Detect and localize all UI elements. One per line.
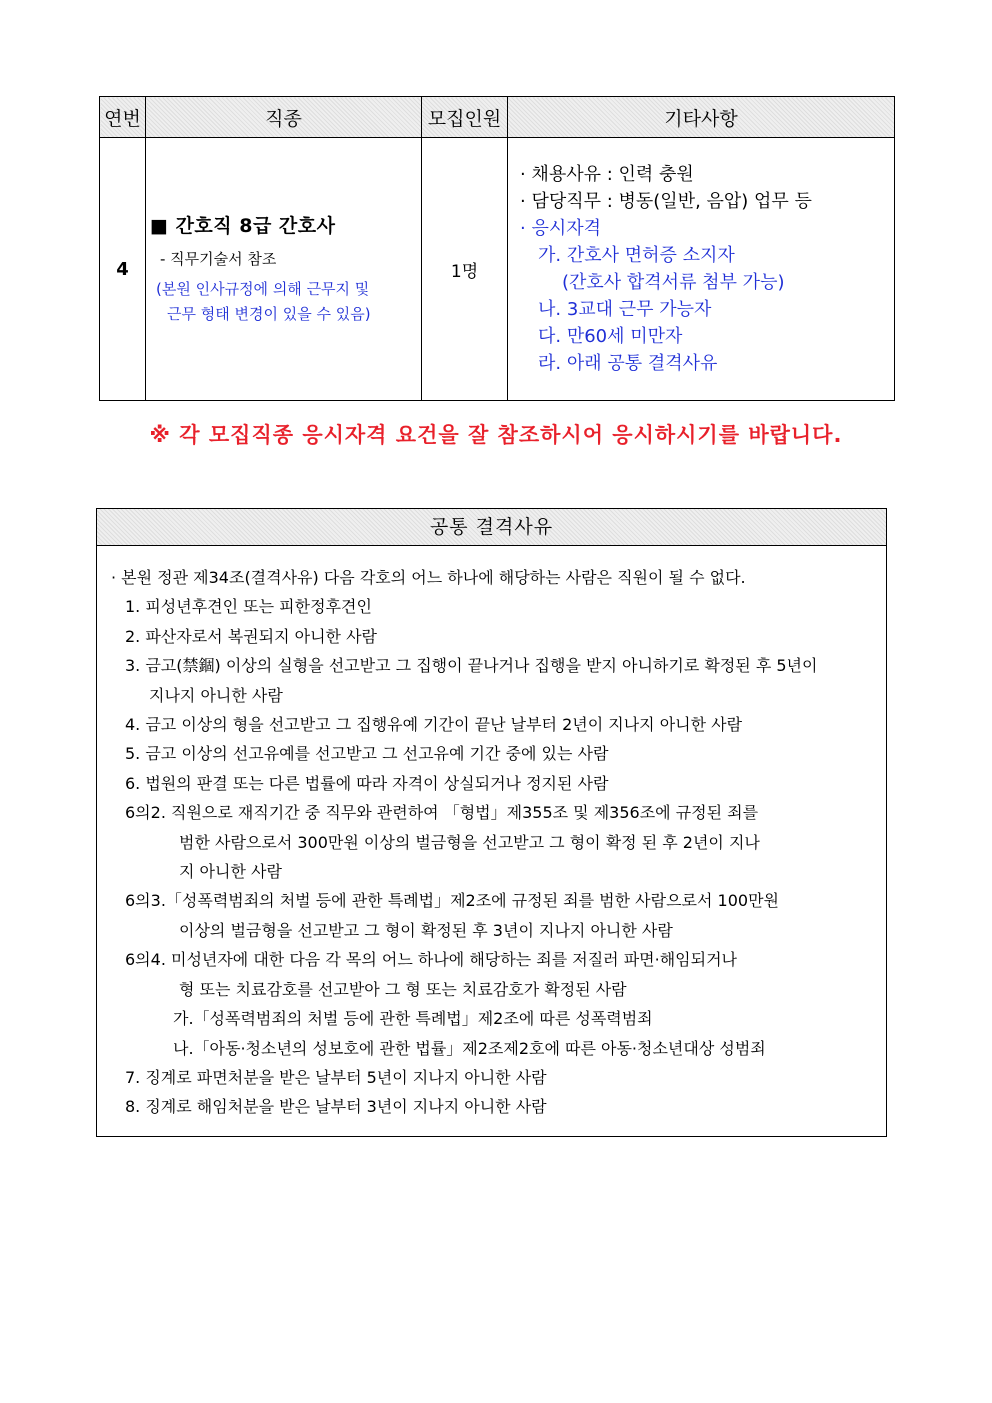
list-item: 6의3.「성폭력범죄의 처벌 등에 관한 특례법」제2조에 규정된 죄를 범한 사람으로서 100만원 [125,891,779,911]
job-title: ■ 간호직 8급 간호사 [150,215,336,237]
recruit-count: 1명 [422,138,508,401]
list-item: 6의2. 직원으로 재직기간 중 직무와 관련하여 「형법」제355조 및 제356조에 규정된 죄를 [125,803,759,823]
hiring-reason: · 채용사유 : 인력 충원 [520,164,694,185]
header-no: 연번 [100,97,146,138]
header-recruit-count: 모집인원 [422,97,508,138]
header-other-notes: 기타사항 [508,97,895,138]
assigned-duty: · 담당직무 : 병동(일반, 음압) 업무 등 [520,191,812,212]
list-item: 2. 파산자로서 복권되지 아니한 사람 [125,626,377,646]
list-item-continuation: 이상의 벌금형을 선고받고 그 형이 확정된 후 3년이 지나지 아니한 사람 [179,920,673,940]
job-note-line-2: 근무 형태 변경이 있을 수 있음) [167,305,371,323]
list-item-continuation: 형 또는 치료감호를 선고받아 그 형 또는 치료감호가 확정된 사람 [179,979,627,999]
recruitment-table [99,96,895,401]
job-cell [146,138,422,401]
other-notes-cell [508,138,895,401]
table-header-row [100,97,895,138]
qualification-item: 다. 만60세 미만자 [538,326,683,347]
row-number: 4 [100,138,146,401]
list-item: 3. 금고(禁錮) 이상의 실형을 선고받고 그 집행이 끝나거나 집행을 받지 아니하기로 확정된 후 5년이 [125,656,818,676]
list-item: 6. 법원의 판결 또는 다른 법률에 따라 자격이 상실되거나 정지된 사람 [125,773,609,793]
header-job-type: 직종 [146,97,422,138]
table-row [100,138,895,401]
qualification-item: 나. 3교대 근무 가능자 [538,299,712,320]
disqualification-body [97,546,886,1122]
list-subitem: 가.「성폭력범죄의 처벌 등에 관한 특례법」제2조에 따른 성폭력범죄 [173,1009,653,1029]
qualification-item: 가. 간호사 면허증 소지자 [538,245,735,266]
list-subitem: 나.「아동·청소년의 성보호에 관한 법률」제2조제2호에 따른 아동·청소년대상 성범죄 [173,1038,766,1058]
list-item: 5. 금고 이상의 선고유예를 선고받고 그 선고유예 기간 중에 있는 사람 [125,744,609,764]
list-item: 1. 피성년후견인 또는 피한정후견인 [125,597,372,617]
common-disqualification-box [96,508,887,1137]
list-item: 4. 금고 이상의 형을 선고받고 그 집행유예 기간이 끝난 날부터 2년이 지나지 아니한 사람 [125,715,743,735]
application-notice: ※ 각 모집직종 응시자격 요건을 잘 참조하시어 응시하시기를 바랍니다. [149,423,843,447]
job-description-reference: - 직무기술서 참조 [160,250,277,268]
list-item-continuation: 지 아니한 사람 [179,862,282,882]
disqualification-title: 공통 결격사유 [97,509,886,546]
list-item: 8. 징계로 해임처분을 받은 날부터 3년이 지나지 아니한 사람 [125,1097,547,1117]
qualification-title: · 응시자격 [520,218,601,239]
list-item: 6의4. 미성년자에 대한 다음 각 목의 어느 하나에 해당하는 죄를 저질러 파면·해임되거나 [125,950,737,970]
qualification-item: 라. 아래 공통 결격사유 [538,353,718,374]
list-item: 7. 징계로 파면처분을 받은 날부터 5년이 지나지 아니한 사람 [125,1067,547,1087]
list-item-continuation: 지나지 아니한 사람 [149,685,283,705]
qualification-item: (간호사 합격서류 첨부 가능) [562,272,785,293]
list-item-continuation: 범한 사람으로서 300만원 이상의 벌금형을 선고받고 그 형이 확정 된 후 2년이 지나 [179,832,760,852]
job-note-line-1: (본원 인사규정에 의해 근무지 및 [156,280,370,298]
disqualification-intro: · 본원 정관 제34조(결격사유) 다음 각호의 어느 하나에 해당하는 사람은 직원이 될 수 없다. [111,568,746,587]
